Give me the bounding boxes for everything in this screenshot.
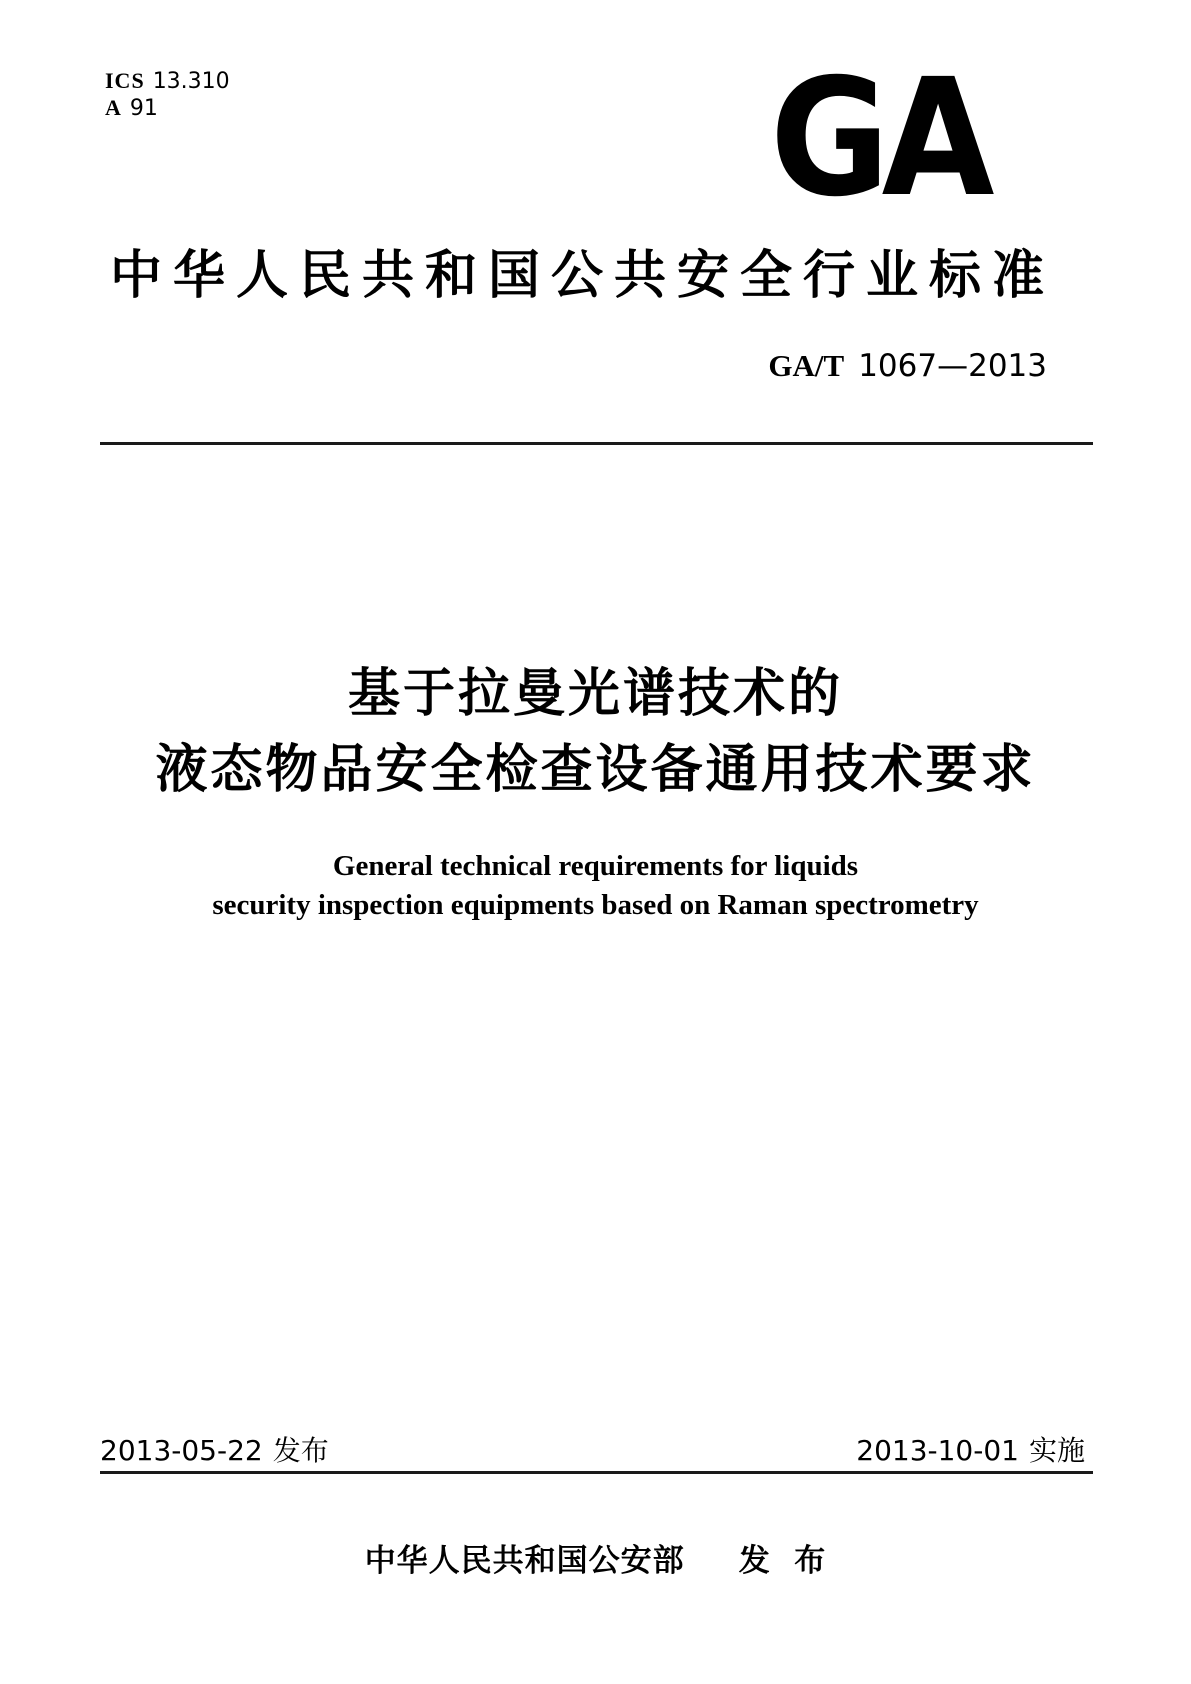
title-en-line2: security inspection equipments based on Raman spectrometry	[212, 889, 979, 921]
publisher-name: 中华人民共和国公安部	[364, 1543, 685, 1578]
title-cn-line1: 基于拉曼光谱技术的	[347, 665, 843, 723]
implementation-label: 实施	[1028, 1435, 1085, 1466]
publish-action-label: 发 布	[738, 1543, 827, 1578]
title-en-line1: General technical requirements for liquids	[332, 850, 859, 882]
title-cn-line2: 液态物品安全检查设备通用技术要求	[155, 741, 1036, 799]
ics-code: 13.310	[152, 69, 230, 94]
implementation-date: 2013-10-01	[856, 1434, 1019, 1467]
standard-code-number: 1067—2013	[858, 348, 1047, 384]
ics-classification-block	[105, 68, 230, 122]
issue-label: 发布	[272, 1435, 329, 1466]
class-label: A	[105, 95, 122, 120]
publisher-row	[0, 1535, 1191, 1580]
standard-code	[768, 348, 1047, 384]
implementation-date-group	[856, 1434, 1085, 1468]
bottom-divider-rule	[100, 1471, 1093, 1474]
class-line	[105, 95, 230, 122]
ics-line	[105, 68, 230, 95]
standard-code-label: GA/T	[768, 348, 845, 383]
dates-row	[100, 1434, 1085, 1468]
top-divider-rule	[100, 442, 1093, 445]
ics-label: ICS	[105, 68, 145, 93]
issue-date-group	[100, 1434, 329, 1468]
issue-date: 2013-05-22	[100, 1434, 263, 1467]
class-code: 91	[129, 96, 158, 121]
standard-heading: 中华人民共和国公共安全行业标准	[110, 247, 1056, 305]
ga-logo: GA	[770, 45, 987, 233]
